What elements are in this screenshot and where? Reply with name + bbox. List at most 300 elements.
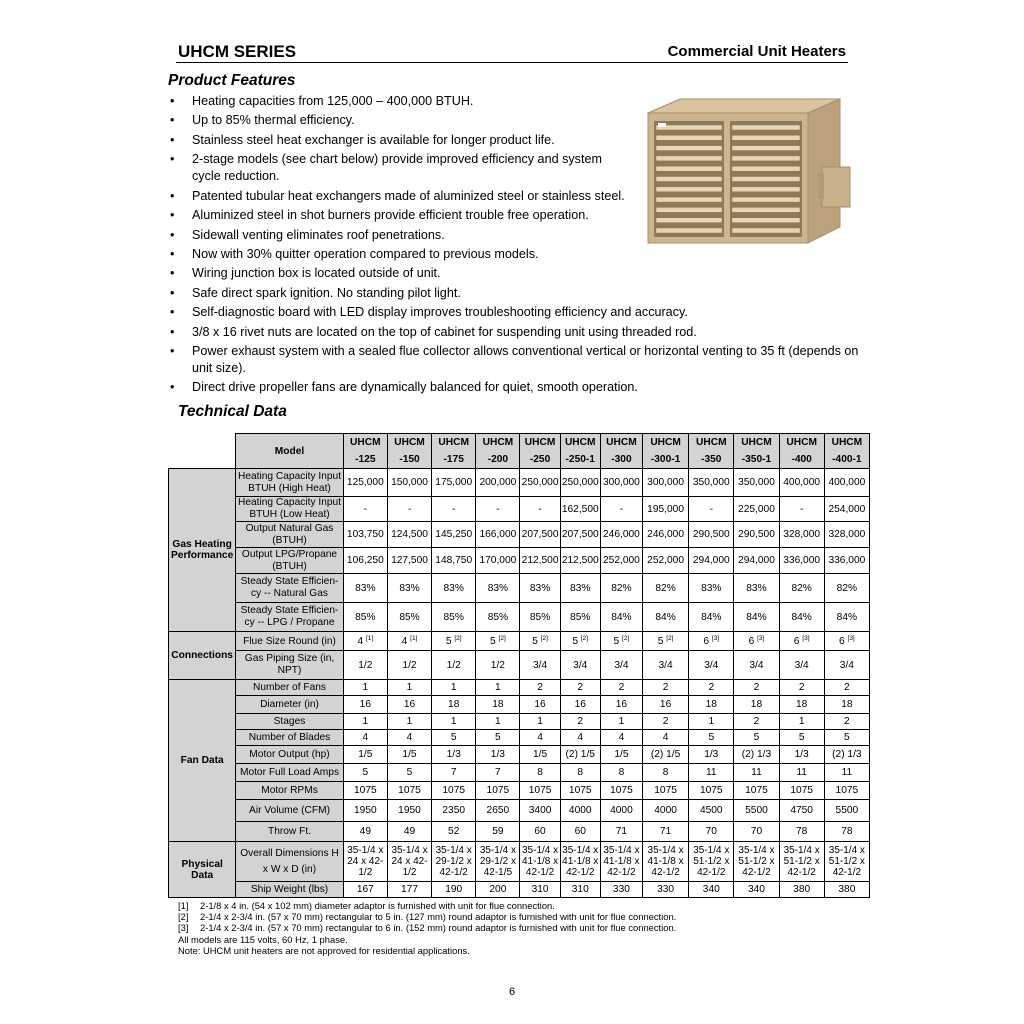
cell-value: 70: [705, 826, 717, 837]
cell-value: 1/5: [402, 749, 417, 760]
data-cell: [779, 730, 824, 746]
model-name: UHCM: [600, 434, 642, 452]
data-cell: [779, 782, 824, 800]
table-row: [169, 696, 870, 714]
cell-value: 5: [490, 635, 496, 647]
cell-value: 1075: [398, 785, 421, 796]
cell-value: 35-1/4 x 24 x 42-1/2: [347, 845, 384, 878]
row-label: Flue Size Round (in): [236, 632, 343, 651]
data-cell: [643, 497, 689, 522]
cell-value: 1: [708, 716, 715, 727]
cell-value: 35-1/4 x 41-1/8 x 42-1/2: [603, 845, 640, 878]
footnotes: [178, 900, 676, 956]
model-name: UHCM: [560, 434, 600, 452]
row-label: Motor RPMs: [236, 782, 343, 800]
cell-value: 1950: [398, 805, 421, 816]
cell-value: 1075: [699, 785, 723, 796]
cell-value: 18: [750, 699, 763, 710]
cell-value: 4: [362, 732, 369, 743]
model-name: UHCM: [387, 434, 431, 452]
cell-value: 5: [708, 732, 715, 743]
data-cell: [643, 603, 689, 632]
technical-data-heading: Technical Data: [178, 403, 287, 420]
cell-value: 175,000: [435, 477, 473, 488]
cell-value: 1: [495, 682, 501, 693]
data-cell: [432, 764, 476, 782]
data-cell: [779, 714, 824, 730]
data-cell: [824, 603, 869, 632]
cell-value: 1950: [353, 805, 377, 816]
data-cell: [343, 469, 387, 497]
data-cell: [824, 632, 869, 651]
cell-value: 252,000: [647, 555, 684, 566]
data-cell: [343, 842, 387, 882]
cell-value: 35-1/4 x 41-1/8 x 42-1/2: [562, 845, 599, 878]
data-cell: [476, 603, 520, 632]
cell-value: -: [619, 503, 624, 515]
data-cell: [520, 764, 560, 782]
cell-value: 49: [403, 826, 416, 837]
cell-value: 225,000: [738, 503, 775, 515]
model-suffix: -350-1: [734, 452, 779, 469]
cell-value: 2: [662, 716, 669, 727]
cell-value: 167: [356, 884, 374, 895]
model-suffix: -175: [432, 452, 476, 469]
row-label: Steady State Efficien-cy -- Natural Gas: [236, 574, 343, 603]
cell-value: 3/4: [704, 659, 719, 671]
technical-data-table: [168, 433, 870, 898]
data-cell: [387, 842, 431, 882]
cell-value: 52: [448, 826, 460, 837]
unit-heater-image: [640, 95, 860, 260]
data-cell: [600, 842, 642, 882]
data-cell: [560, 730, 600, 746]
model-suffix: -250: [520, 452, 560, 469]
row-label: Motor Output (hp): [236, 746, 343, 764]
data-cell: [387, 603, 431, 632]
cell-value: 294,000: [692, 555, 730, 566]
data-cell: [779, 746, 824, 764]
data-cell: [520, 730, 560, 746]
cell-value: 1075: [568, 785, 592, 796]
cell-value: 336,000: [783, 555, 821, 566]
cell-value: 4: [537, 732, 543, 743]
cell-value: 300,000: [647, 477, 684, 488]
data-cell: [779, 632, 824, 651]
data-cell: [387, 497, 431, 522]
cell-value: 6: [793, 635, 800, 647]
louver-slat: [656, 146, 722, 151]
data-cell: [432, 800, 476, 822]
footnote: [178, 911, 676, 922]
footnote-ref: [2]: [540, 634, 548, 642]
data-cell: [520, 522, 560, 548]
data-cell: [476, 680, 520, 696]
data-cell: [643, 696, 689, 714]
cell-value: 71: [659, 826, 672, 837]
cell-value: 3/4: [658, 659, 673, 671]
data-cell: [600, 497, 642, 522]
data-cell: [476, 574, 520, 603]
cell-value: 84%: [611, 611, 632, 623]
cell-value: 2: [798, 682, 805, 693]
cell-value: (2) 1/5: [565, 749, 595, 760]
data-cell: [560, 574, 600, 603]
cell-value: 5: [613, 635, 620, 647]
data-cell: [520, 746, 560, 764]
data-cell: [689, 730, 734, 746]
cell-value: 4000: [610, 805, 633, 816]
feature-item: [168, 324, 868, 341]
cell-value: 3/4: [839, 659, 854, 671]
data-cell: [476, 800, 520, 822]
data-cell: [343, 822, 387, 842]
data-cell: [387, 822, 431, 842]
data-cell: [824, 522, 869, 548]
louver-slat: [656, 207, 722, 212]
cell-value: 5: [753, 732, 760, 743]
data-cell: [387, 746, 431, 764]
cell-value: 300,000: [603, 477, 640, 488]
table-row: [169, 714, 870, 730]
cell-value: 250,000: [561, 477, 599, 488]
cell-value: -: [407, 503, 412, 515]
cell-value: 49: [359, 826, 371, 837]
data-cell: [520, 714, 560, 730]
cell-value: 1/2: [402, 659, 417, 671]
row-label: Gas Piping Size (in, NPT): [236, 651, 343, 680]
cell-value: 59: [492, 826, 504, 837]
louver-slat: [732, 125, 800, 130]
model-name: UHCM: [779, 434, 824, 452]
data-cell: [343, 603, 387, 632]
cell-value: 1: [406, 682, 413, 693]
model-suffix: -300: [600, 452, 642, 469]
table-row: [169, 764, 870, 782]
louver-slat: [732, 218, 800, 223]
row-label: Output LPG/Propane (BTUH): [236, 548, 343, 574]
cell-value: 83%: [443, 582, 464, 594]
data-cell: [643, 782, 689, 800]
data-cell: [476, 746, 520, 764]
model-name: UHCM: [343, 434, 387, 452]
data-cell: [343, 522, 387, 548]
data-cell: [560, 746, 600, 764]
cell-value: 200: [489, 884, 507, 895]
cell-value: 328,000: [783, 529, 821, 540]
cell-value: 200,000: [479, 477, 517, 488]
cell-value: 35-1/4 x 41-1/8 x 42-1/2: [522, 845, 559, 878]
data-cell: [643, 548, 689, 574]
data-cell: [560, 680, 600, 696]
data-cell: [520, 696, 560, 714]
data-cell: [779, 574, 824, 603]
data-cell: [689, 764, 734, 782]
data-cell: [600, 651, 642, 680]
data-cell: [560, 548, 600, 574]
data-cell: [689, 882, 734, 898]
cell-value: 1/5: [358, 749, 373, 760]
data-cell: [689, 800, 734, 822]
cell-value: 16: [403, 699, 416, 710]
data-cell: [432, 696, 476, 714]
data-cell: [600, 746, 642, 764]
feature-text: Up to 85% thermal efficiency.: [192, 113, 355, 128]
cell-value: 2: [753, 716, 760, 727]
cell-value: 35-1/4 x 29-1/2 x 42-1/2: [435, 845, 472, 878]
page-number: 6: [508, 986, 516, 998]
data-cell: [476, 497, 520, 522]
cell-value: 60: [534, 826, 546, 837]
data-cell: [387, 548, 431, 574]
data-cell: [432, 603, 476, 632]
cell-value: 252,000: [603, 555, 640, 566]
feature-item: [168, 304, 868, 321]
bullet-icon: •: [170, 188, 175, 203]
data-cell: [520, 497, 560, 522]
cell-value: 16: [534, 699, 546, 710]
data-cell: [476, 522, 520, 548]
bullet-icon: •: [170, 227, 175, 242]
cell-value: 207,500: [561, 529, 599, 540]
data-cell: [476, 764, 520, 782]
cell-value: 2: [844, 716, 850, 727]
table-row: [169, 574, 870, 603]
cell-value: 1/3: [490, 749, 505, 760]
model-suffix: -125: [343, 452, 387, 469]
data-cell: [689, 651, 734, 680]
table-row: [169, 548, 870, 574]
footnote-ref: [2]: [580, 634, 589, 642]
table-row: [169, 651, 870, 680]
cell-value: 1: [798, 716, 805, 727]
data-cell: [600, 469, 642, 497]
cell-value: 82%: [655, 582, 676, 594]
data-cell: [560, 603, 600, 632]
cell-value: 5: [406, 767, 413, 778]
cell-value: 83%: [529, 582, 551, 594]
data-cell: [520, 680, 560, 696]
cell-value: 2: [618, 682, 625, 693]
cell-value: 8: [577, 767, 584, 778]
data-cell: [734, 680, 779, 696]
data-cell: [520, 651, 560, 680]
cell-value: 3/4: [749, 659, 764, 671]
cell-value: 250,000: [521, 477, 559, 488]
cell-value: 170,000: [479, 555, 517, 566]
cell-value: (2) 1/3: [832, 749, 862, 760]
cell-value: 35-1/4 x 51-1/2 x 42-1/2: [738, 845, 775, 878]
footnote-text: 2-1/4 x 2-3/4 in. (57 x 70 mm) rectangular to 6 in. (152 mm) round adaptor is furnished with unit for flue connection.: [200, 922, 677, 934]
cell-value: 3/4: [794, 659, 809, 671]
cell-value: 145,250: [435, 529, 473, 540]
data-cell: [560, 632, 600, 651]
model-suffix: -300-1: [643, 452, 689, 469]
cell-value: 82%: [836, 582, 858, 594]
cell-value: 85%: [487, 611, 509, 623]
data-cell: [432, 522, 476, 548]
cell-value: 125,000: [346, 477, 384, 488]
table-header-row: [169, 434, 870, 452]
data-cell: [387, 730, 431, 746]
cell-value: 4: [357, 635, 364, 647]
data-cell: [600, 782, 642, 800]
cell-value: 84%: [836, 611, 858, 623]
cell-value: 106,250: [346, 555, 384, 566]
data-cell: [520, 469, 560, 497]
data-cell: [734, 632, 779, 651]
feature-item: [168, 265, 868, 282]
data-cell: [824, 782, 869, 800]
cell-value: 1/3: [704, 749, 719, 760]
cell-value: 1075: [835, 785, 859, 796]
data-cell: [560, 522, 600, 548]
data-cell: [560, 800, 600, 822]
louver-slat: [732, 135, 800, 140]
cell-value: 83%: [355, 582, 376, 594]
cell-value: 5: [532, 635, 538, 647]
cell-value: 16: [359, 699, 371, 710]
footnote-key: [2]: [178, 911, 189, 923]
data-cell: [734, 842, 779, 882]
cell-value: 3/4: [614, 659, 629, 671]
cell-value: 207,500: [521, 529, 559, 540]
row-label: Motor Full Load Amps: [236, 764, 343, 782]
cell-value: 6: [839, 635, 845, 647]
cell-value: 380: [793, 884, 811, 895]
data-cell: [734, 822, 779, 842]
cell-value: 8: [618, 767, 625, 778]
cell-value: 1: [406, 716, 413, 727]
data-cell: [779, 469, 824, 497]
cell-value: 294,000: [738, 555, 775, 566]
data-cell: [734, 696, 779, 714]
table-row: [169, 882, 870, 898]
data-cell: [689, 548, 734, 574]
louver-slat: [732, 166, 800, 171]
data-cell: [779, 651, 824, 680]
table-row: [169, 522, 870, 548]
data-cell: [643, 842, 689, 882]
footnote-key: [1]: [178, 900, 189, 911]
data-cell: [600, 800, 642, 822]
model-name: UHCM: [689, 434, 734, 452]
data-cell: [476, 714, 520, 730]
data-cell: [600, 632, 642, 651]
data-cell: [343, 548, 387, 574]
row-label: Heating Capacity Input BTUH (High Heat): [236, 469, 343, 497]
data-cell: [432, 574, 476, 603]
cell-value: 1/5: [614, 749, 629, 760]
cell-value: 2: [753, 682, 760, 693]
cell-value: 35-1/4 x 24 x 42-1/2: [391, 845, 428, 878]
cell-value: 195,000: [647, 503, 684, 515]
data-cell: [734, 714, 779, 730]
louver-slat: [732, 156, 800, 161]
footnote: [178, 945, 676, 956]
row-label: Overall Dimensions H x W x D (in): [236, 842, 343, 882]
data-cell: [387, 469, 431, 497]
footnote: [178, 900, 676, 911]
table-row: [169, 842, 870, 882]
row-label: Number of Blades: [236, 730, 343, 746]
data-cell: [476, 696, 520, 714]
cell-value: 71: [615, 826, 628, 837]
cell-value: 1075: [790, 785, 813, 796]
cell-value: 1: [450, 716, 457, 727]
data-cell: [643, 822, 689, 842]
data-cell: [779, 548, 824, 574]
cell-value: 4000: [654, 805, 677, 816]
data-cell: [689, 842, 734, 882]
cell-value: -: [709, 503, 713, 515]
data-cell: [343, 680, 387, 696]
cell-value: 350,000: [692, 477, 730, 488]
cell-value: 1: [362, 716, 369, 727]
data-cell: [734, 548, 779, 574]
table-row: [169, 632, 870, 651]
data-cell: [476, 782, 520, 800]
data-cell: [520, 782, 560, 800]
page-header: [176, 40, 848, 63]
bullet-icon: •: [170, 380, 175, 395]
louver-slat: [656, 197, 722, 202]
data-cell: [734, 882, 779, 898]
cell-value: 85%: [570, 611, 591, 623]
cell-value: 1/3: [446, 749, 461, 760]
bullet-icon: •: [170, 285, 175, 300]
data-cell: [560, 822, 600, 842]
cell-value: 340: [747, 884, 765, 895]
footnote-ref: [1]: [410, 634, 418, 642]
data-cell: [600, 680, 642, 696]
cell-value: -: [363, 503, 368, 515]
data-cell: [734, 497, 779, 522]
data-cell: [343, 746, 387, 764]
data-cell: [779, 842, 824, 882]
data-cell: [600, 574, 642, 603]
data-cell: [343, 730, 387, 746]
feature-text: 3/8 x 16 rivet nuts are located on the top of cabinet for suspending unit using threaded rod.: [192, 324, 697, 339]
cell-value: 35-1/4 x 51-1/2 x 42-1/2: [783, 845, 820, 878]
row-label: Heating Capacity Input BTUH (Low Heat): [236, 497, 343, 522]
feature-text: Patented tubular heat exchangers made of aluminized steel or stainless steel.: [192, 188, 625, 203]
data-cell: [689, 469, 734, 497]
louver-slat: [656, 135, 722, 140]
cell-value: 4: [577, 732, 584, 743]
data-cell: [779, 522, 824, 548]
cell-value: 1: [618, 716, 625, 727]
category-title: Commercial Unit Heaters: [667, 43, 846, 60]
model-suffix: -150: [387, 452, 431, 469]
data-cell: [432, 714, 476, 730]
data-cell: [824, 696, 869, 714]
data-cell: [343, 882, 387, 898]
cell-value: 4000: [568, 805, 592, 816]
cell-value: 5: [362, 767, 369, 778]
data-cell: [343, 497, 387, 522]
data-cell: [387, 574, 431, 603]
data-cell: [689, 603, 734, 632]
footnote-text: All models are 115 volts, 60 Hz, 1 phase.: [178, 933, 348, 945]
louver-slat: [656, 218, 722, 223]
data-cell: [779, 603, 824, 632]
cell-value: 35-1/4 x 41-1/8 x 42-1/2: [647, 845, 684, 878]
data-cell: [734, 522, 779, 548]
cell-value: -: [538, 503, 542, 515]
louver-slat: [656, 156, 722, 161]
footnote-text: 2-1/4 x 2-3/4 in. (57 x 70 mm) rectangular to 5 in. (127 mm) round adaptor is furnished with unit for flue connection.: [200, 911, 677, 923]
